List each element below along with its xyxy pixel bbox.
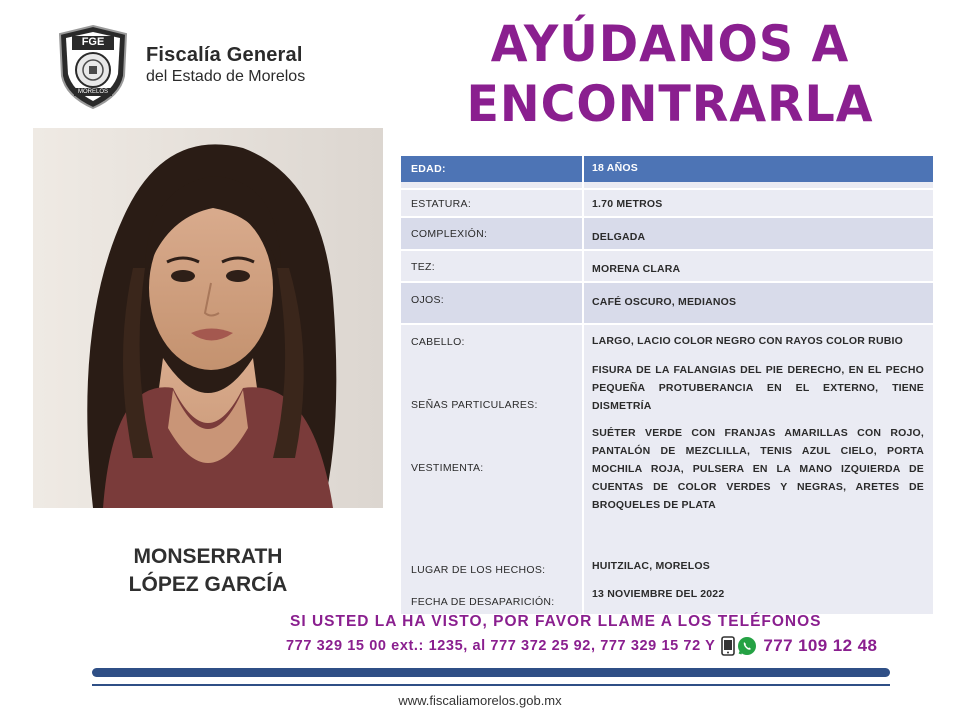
table-row-edad [401,156,933,182]
headline [414,14,927,134]
lugar-label: LUGAR DE LOS HECHOS: [411,564,546,576]
contact-icons [721,636,757,656]
fge-logo-icon [56,24,130,110]
name-line-1: MONSERRATH [133,545,283,568]
footer-bar [92,668,890,677]
senas-label: SEÑAS PARTICULARES: [411,399,538,411]
cabello-label: CABELLO: [411,336,465,348]
mobile-phone-icon [721,636,735,656]
senas-value: FISURA DE LA FALANGIAS DEL PIE DERECHO, EN EL PECHO PEQUEÑA PROTUBERANCIA EN EL EXTERNO, TIENE DISMETRÍA [592,364,924,412]
fecha-value: 13 NOVIEMBRE DEL 2022 [592,588,725,600]
lugar-value: HUITZILAC, MORELOS [592,560,710,572]
complexion-label: COMPLEXIÓN: [411,228,488,240]
table-row-complexion [401,216,933,249]
missing-person-name [33,543,383,599]
estatura-label: ESTATURA: [411,198,472,210]
details-table [401,156,933,614]
table-row-estatura [401,188,933,216]
table-column-divider [582,156,584,614]
headline-line-1: AYÚDANOS A [490,15,850,73]
edad-value: 18 AÑOS [592,162,638,174]
call-to-action: SI USTED LA HA VISTO, POR FAVOR LLAME A LOS TELÉFONOS [290,613,822,630]
footer-line [92,684,890,686]
tez-value: MORENA CLARA [592,263,681,275]
organization-name: Fiscalía General [146,44,303,66]
logo-band: MORELOS [77,89,108,95]
table-row-ojos [401,281,933,323]
name-line-2: LÓPEZ GARCÍA [128,573,288,596]
organization-name-block [146,44,305,86]
ojos-label: OJOS: [411,294,445,306]
phone-list: 777 329 15 00 ext.: 1235, al 777 372 25 92, 777 329 15 72 Y [286,638,716,654]
missing-person-photo [33,128,383,508]
organization-subtitle: del Estado de Morelos [146,68,306,85]
estatura-value: 1.70 METROS [592,198,663,210]
phone-numbers [286,636,956,656]
logo-text: FGE [81,36,105,48]
vestimenta-value: SUÉTER VERDE CON FRANJAS AMARILLAS CON ROJO, PANTALÓN DE MEZCLILLA, TENIS AZUL CIELO, PORTA MOCHILA ROJA, PULSERA EN LA MANO IZQUIERDA DE CUENTAS DE COLOR VERDES Y NEGRAS, ARETES DE BROQUELES DE PLATA [592,427,924,511]
whatsapp-number: 777 109 12 48 [763,636,878,655]
table-row-group-details [401,323,933,616]
ojos-value: CAFÉ OSCURO, MEDIANOS [592,296,737,308]
table-row-tez [401,249,933,281]
whatsapp-icon [737,636,757,656]
cabello-value: LARGO, LACIO COLOR NEGRO CON RAYOS COLOR RUBIO [592,335,903,347]
tez-label: TEZ: [411,261,435,273]
complexion-value: DELGADA [592,231,646,243]
fecha-label: FECHA DE DESAPARICIÓN: [411,596,555,608]
edad-label: EDAD: [411,163,446,175]
website-url[interactable]: www.fiscaliamorelos.gob.mx [398,693,562,708]
vestimenta-label: VESTIMENTA: [411,462,484,474]
headline-line-2: ENCONTRARLA [466,75,874,133]
